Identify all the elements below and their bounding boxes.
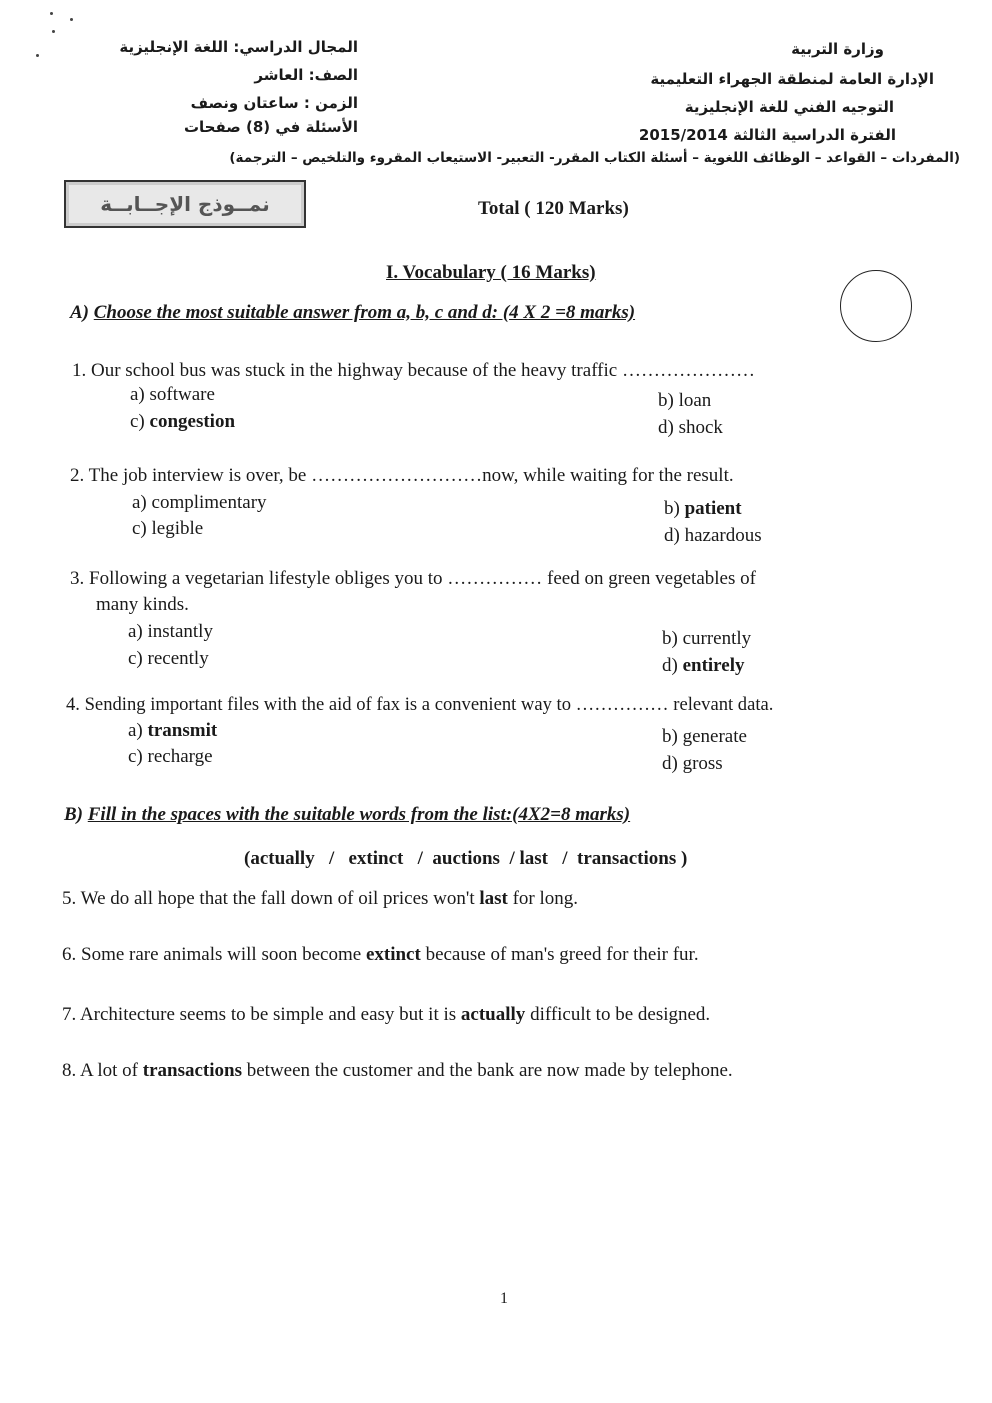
section-title: I. Vocabulary ( 16 Marks): [386, 262, 596, 283]
q4-option-c: c) recharge: [128, 746, 213, 767]
q2-answer: patient: [684, 498, 742, 519]
q1-answer: congestion: [149, 411, 236, 432]
q4-answer: transmit: [147, 720, 218, 741]
sentence-5: [62, 888, 578, 910]
q1-option-d: d) shock: [658, 417, 723, 438]
pages-field: الأسئلة في (8) صفحات: [183, 118, 358, 136]
q3-option-d-prefix: d): [662, 655, 683, 676]
topics-line: (المفردات – القواعد – الوظائف اللغوية – أسئلة الكتاب المقرر- التعبير- الاستيعاب المقروء والتلخيص – الترجمة): [229, 150, 960, 166]
total-marks: Total ( 120 Marks): [478, 198, 629, 219]
word-list: (actually / extinct / auctions / last / transactions ): [244, 848, 688, 869]
sentence-8-answer: transactions: [142, 1060, 242, 1081]
term-label: الفترة الدراسية الثالثة 2015/2014: [638, 126, 896, 144]
part-b-prefix: B): [64, 804, 83, 825]
score-circle: [840, 270, 912, 342]
q4-option-a: [128, 720, 217, 742]
q2-option-b: [664, 498, 742, 520]
q1-option-c-prefix: c): [130, 411, 150, 432]
sentence-6: [62, 944, 699, 966]
q1-option-b: b) loan: [658, 390, 712, 411]
q3-option-a: a) instantly: [128, 621, 213, 642]
grade-field: الصف: العاشر: [254, 66, 358, 84]
sentence-5-answer: last: [479, 888, 508, 909]
q2-option-c: c) legible: [132, 518, 204, 539]
question-3-stem-cont: many kinds.: [96, 594, 189, 615]
question-1-stem: 1. Our school bus was stuck in the highway because of the heavy traffic …………………: [72, 360, 755, 381]
q3-option-d: [662, 655, 745, 677]
sentence-8-before: 8. A lot of: [62, 1060, 143, 1081]
stamp-label: نمــوذج الإجــابــة: [100, 192, 270, 216]
part-a-instruction: [70, 302, 635, 324]
part-b-instruction: [64, 804, 630, 826]
subject-field: المجال الدراسي: اللغة الإنجليزية: [119, 38, 358, 56]
directorate-name: الإدارة العامة لمنطقة الجهراء التعليمية: [650, 70, 934, 88]
q2-option-d: d) hazardous: [664, 525, 762, 546]
sentence-7-answer: actually: [460, 1004, 526, 1025]
q3-answer: entirely: [682, 655, 745, 676]
q4-option-b: b) generate: [662, 726, 747, 747]
q1-option-c: [130, 411, 235, 433]
supervision-name: التوجيه الفني للغة الإنجليزية: [684, 98, 894, 116]
time-field: الزمن : ساعتان ونصف: [190, 94, 358, 112]
part-b-text: Fill in the spaces with the suitable words from the list:(4X2=8 marks): [87, 804, 631, 825]
sentence-7-after: difficult to be designed.: [525, 1004, 711, 1025]
question-2-stem: 2. The job interview is over, be ………………………now, while waiting for the result.: [70, 465, 734, 486]
sentence-7-before: 7. Architecture seems to be simple and easy but it is: [62, 1004, 461, 1025]
sentence-5-before: 5. We do all hope that the fall down of oil prices won't: [62, 888, 480, 909]
q3-option-b: b) currently: [662, 628, 752, 649]
q4-option-d: d) gross: [662, 753, 723, 774]
answer-key-stamp: [64, 180, 306, 228]
q2-option-b-prefix: b): [664, 498, 685, 519]
page-number: 1: [500, 1290, 508, 1307]
sentence-5-after: for long.: [507, 888, 579, 909]
q4-option-a-prefix: a): [128, 720, 148, 741]
sentence-8: [62, 1060, 733, 1082]
sentence-6-answer: extinct: [365, 944, 421, 965]
q1-option-a: a) software: [130, 384, 215, 405]
q3-option-c: c) recently: [128, 648, 209, 669]
question-4-stem: 4. Sending important files with the aid of fax is a convenient way to …………… relevant data.: [66, 694, 774, 715]
sentence-8-after: between the customer and the bank are now made by telephone.: [242, 1060, 733, 1081]
question-3-stem: 3. Following a vegetarian lifestyle obliges you to …………… feed on green vegetables of: [70, 568, 756, 589]
q2-option-a: a) complimentary: [132, 492, 267, 513]
sentence-7: [62, 1004, 710, 1026]
ministry-name: وزارة التربية: [791, 40, 884, 58]
sentence-6-after: because of man's greed for their fur.: [420, 944, 699, 965]
part-a-text: Choose the most suitable answer from a, b, c and d: (4 X 2 =8 marks): [93, 302, 636, 323]
sentence-6-before: 6. Some rare animals will soon become: [62, 944, 366, 965]
part-a-prefix: A): [70, 302, 89, 323]
